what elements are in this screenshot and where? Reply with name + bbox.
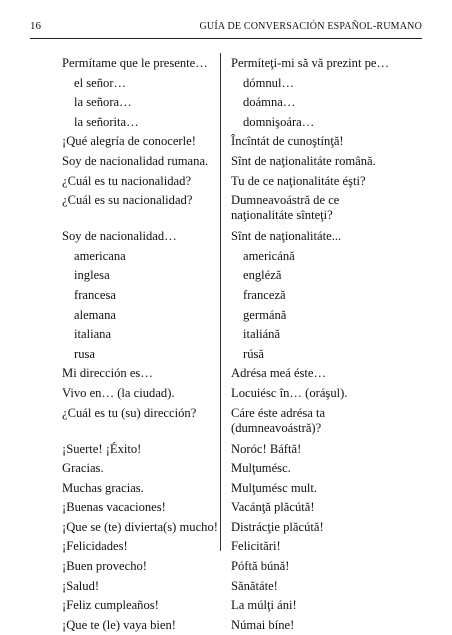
phrase-es: Vivo en… (la ciudad). [62, 385, 175, 400]
phrase-ro: Mulţumésc. [231, 461, 291, 476]
phrase-ro: rúsă [243, 346, 264, 361]
phrase-es: el señor… [74, 75, 127, 90]
phrase-es: ¡Buen provecho! [62, 559, 147, 574]
column-divider [220, 53, 221, 551]
phrase-es: la señorita… [74, 114, 139, 129]
phrase-ro: Cáre éste adrésa ta (dumneavoástră)? [231, 405, 326, 435]
spanish-column [62, 54, 218, 635]
running-title: GUÍA DE CONVERSACIÓN ESPAÑOL-RUMANO [199, 21, 422, 32]
phrase-es: inglesa [74, 268, 110, 283]
phrase-es: Soy de nacionalidad rumana. [62, 153, 209, 168]
phrase-ro: La múlţi áni! [231, 598, 297, 613]
phrase-es: italiana [74, 327, 112, 342]
phrase-es: ¿Cuál es su nacionalidad? [62, 193, 193, 208]
phrase-ro: Permíteţi-mi să vă prezint pe… [231, 56, 390, 70]
phrase-es: ¿Cuál es tu nacionalidad? [62, 173, 192, 188]
page-header [30, 20, 422, 38]
phrase-es: Permítame que le presente… [62, 56, 208, 70]
phrase-ro: Vacánţă plăcútă! [231, 500, 315, 515]
phrase-es: francesa [74, 287, 116, 302]
phrase-ro: Felicitări! [231, 539, 281, 554]
phrase-es: Soy de nacionalidad… [62, 229, 177, 244]
phrase-es: ¡Qué alegría de conocerle! [62, 134, 196, 149]
phrase-ro: Încîntát de cunoştínţă! [231, 134, 344, 149]
phrase-es: alemana [74, 307, 116, 322]
phrase-es: ¡Que te (le) vaya bien! [62, 617, 176, 632]
phrase-ro: americánă [243, 248, 295, 263]
romanian-column [231, 54, 401, 635]
phrase-es: Mi dirección es… [62, 366, 153, 381]
phrase-ro: germánă [243, 307, 287, 322]
phrase-ro: Noróc! Báftă! [231, 441, 302, 456]
phrase-ro: Locuiésc în… (oráşul). [231, 385, 348, 400]
phrase-es: ¡Feliz cumpleaños! [62, 598, 159, 613]
phrase-ro: domnişoára… [243, 114, 315, 129]
phrase-es: ¡Suerte! ¡Éxito! [62, 441, 142, 456]
phrase-ro: Adrésa meá éste… [231, 366, 327, 381]
phrase-ro: doámna… [243, 95, 296, 110]
header-rule [30, 38, 422, 39]
phrase-ro: Sînt de naţionalitáte... [231, 229, 342, 244]
phrase-ro: Tu de ce naţionalitáte éşti? [231, 173, 366, 188]
phrase-ro: franceză [243, 287, 286, 302]
phrase-es: Muchas gracias. [62, 480, 144, 495]
phrase-ro: Sănătáte! [231, 578, 278, 593]
phrase-es: la señora… [74, 95, 132, 110]
page-number: 16 [30, 20, 41, 32]
phrase-es: Gracias. [62, 461, 104, 476]
phrase-ro: Númai bíne! [231, 617, 295, 632]
phrase-ro: Póftă búnă! [231, 559, 290, 574]
phrase-es: ¡Salud! [62, 578, 100, 593]
phrase-es: americana [74, 248, 126, 263]
phrase-ro: italiánă [243, 327, 281, 342]
phrase-es: rusa [74, 346, 95, 361]
phrase-ro: Dumneavoástră de ce naţionalitáte sînteţi? [231, 193, 340, 223]
phrase-es: ¡Felicidades! [62, 539, 128, 554]
phrase-ro: Mulţumésc mult. [231, 480, 318, 495]
phrase-ro: Distrácţie plăcútă! [231, 519, 324, 534]
phrase-ro: Sînt de naţionalitáte română. [231, 153, 376, 168]
phrase-ro: engléză [243, 268, 282, 283]
phrase-ro: dómnul… [243, 75, 295, 90]
phrase-es: ¡Que se (te) divierta(s) mucho! [62, 519, 218, 534]
phrase-es: ¡Buenas vacaciones! [62, 500, 166, 515]
phrase-es: ¿Cuál es tu (su) dirección? [62, 405, 197, 420]
